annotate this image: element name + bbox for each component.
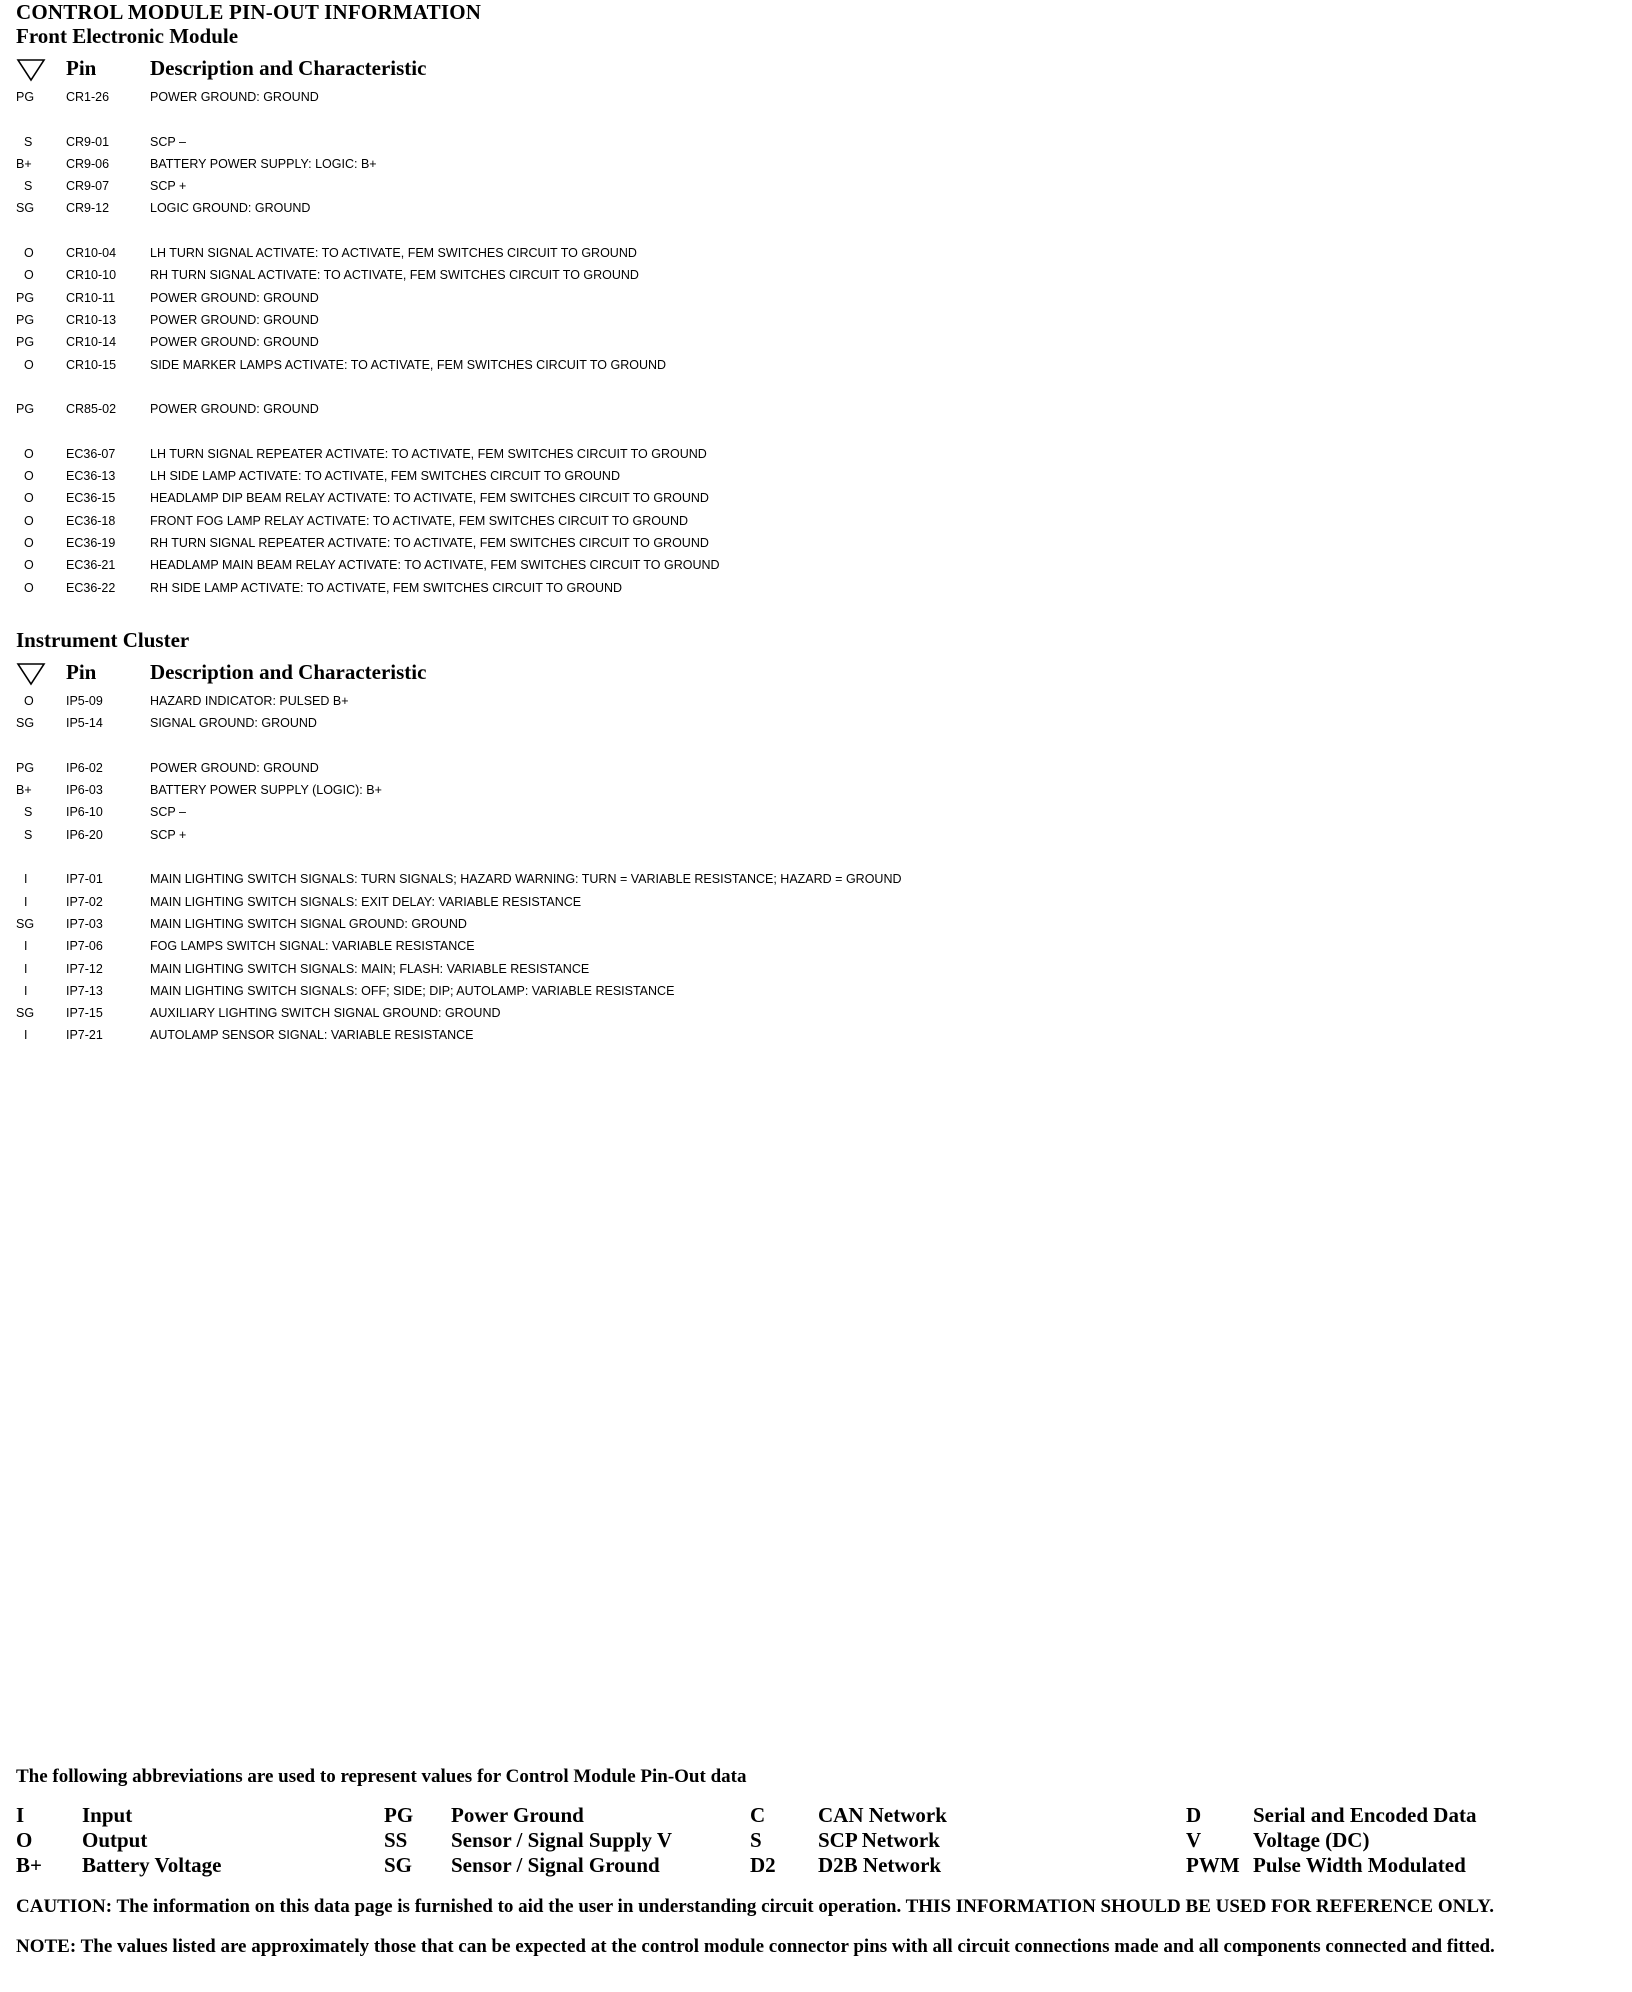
table-row — [16, 1024, 1576, 1046]
pin-description: FOG LAMPS SWITCH SIGNAL: VARIABLE RESISTANCE — [150, 939, 475, 954]
signal-type: I — [24, 983, 28, 998]
triangle-icon — [16, 662, 46, 686]
table-row — [16, 331, 1576, 353]
abbreviation-item — [750, 1853, 1170, 1878]
pin-description: RH TURN SIGNAL ACTIVATE: TO ACTIVATE, FEM SWITCHES CIRCUIT TO GROUND — [150, 268, 639, 283]
abbreviation-code: PG — [384, 1803, 414, 1827]
row-spacer — [16, 420, 1576, 442]
abbreviation-code: S — [750, 1828, 762, 1852]
pin-number: CR10-14 — [66, 335, 117, 350]
abbreviation-code: V — [1186, 1828, 1202, 1852]
pin-number: IP7-06 — [66, 939, 103, 954]
pin-column-header: Pin — [66, 660, 97, 684]
pin-number: IP7-01 — [66, 872, 103, 887]
pin-number: IP7-02 — [66, 894, 103, 909]
cluster-column-header — [16, 658, 716, 686]
caution-text: CAUTION: The information on this data page is furnished to aid the user in understanding circuit operation. THIS INFORMATION SHOULD BE USED FOR REFERENCE ONLY. — [16, 1896, 1495, 1917]
abbreviation-meaning: SCP Network — [818, 1828, 940, 1852]
signal-type: S — [24, 805, 33, 820]
pin-number: EC36-22 — [66, 580, 116, 595]
table-row — [16, 824, 1576, 846]
fem-column-header — [16, 54, 716, 82]
signal-type: SG — [16, 201, 35, 216]
abbreviation-item — [1186, 1853, 1606, 1878]
signal-type: PG — [16, 402, 35, 417]
table-row — [16, 443, 1576, 465]
signal-type: S — [24, 134, 33, 149]
pin-number: EC36-18 — [66, 513, 116, 528]
abbreviations-intro: The following abbreviations are used to represent values for Control Module Pin-Out data — [16, 1766, 747, 1787]
pin-number: IP6-10 — [66, 805, 103, 820]
pin-number: IP6-03 — [66, 783, 103, 798]
signal-type: O — [24, 446, 34, 461]
abbreviation-meaning: Sensor / Signal Ground — [451, 1853, 660, 1877]
pin-number: EC36-15 — [66, 491, 116, 506]
signal-type: PG — [16, 90, 35, 104]
pin-description: MAIN LIGHTING SWITCH SIGNALS: OFF; SIDE; DIP; AUTOLAMP: VARIABLE RESISTANCE — [150, 983, 675, 998]
signal-type: S — [24, 179, 33, 194]
pin-number: CR9-01 — [66, 134, 110, 149]
note-text: NOTE: The values listed are approximately those that can be expected at the control module connector pins with all circuit connections made and all components connected and fitted. — [16, 1936, 1495, 1957]
table-row — [16, 554, 1576, 576]
signal-type: I — [24, 1028, 28, 1043]
abbreviations-legend — [16, 1803, 1616, 1878]
pin-number: CR10-11 — [66, 290, 116, 305]
pin-description: POWER GROUND: GROUND — [150, 290, 319, 305]
pin-description: MAIN LIGHTING SWITCH SIGNALS: TURN SIGNALS; HAZARD WARNING: TURN = VARIABLE RESISTANCE; HAZARD = GROUND — [150, 872, 902, 887]
description-column-header: Description and Characteristic — [150, 56, 427, 80]
signal-type: SG — [16, 916, 35, 931]
row-spacer — [16, 220, 1576, 242]
table-row — [16, 868, 1576, 890]
pin-number: IP7-15 — [66, 1006, 103, 1021]
abbreviation-item — [384, 1853, 804, 1878]
signal-type: O — [24, 357, 34, 372]
abbreviation-item — [1186, 1828, 1606, 1853]
pin-number: IP7-03 — [66, 916, 103, 931]
table-row — [16, 891, 1576, 913]
abbreviation-item — [16, 1828, 436, 1853]
table-row — [16, 354, 1576, 376]
pin-description: SIGNAL GROUND: GROUND — [150, 716, 317, 731]
pin-number: CR10-04 — [66, 246, 117, 261]
pin-description: LH TURN SIGNAL REPEATER ACTIVATE: TO ACTIVATE, FEM SWITCHES CIRCUIT TO GROUND — [150, 446, 707, 461]
abbreviation-code: I — [16, 1803, 25, 1827]
row-spacer — [16, 735, 1576, 757]
abbreviation-code: SS — [384, 1828, 408, 1852]
table-row — [16, 1002, 1576, 1024]
table-row — [16, 86, 1576, 108]
pin-description: POWER GROUND: GROUND — [150, 402, 319, 417]
signal-type: SG — [16, 716, 35, 731]
abbreviation-item — [16, 1803, 436, 1828]
pin-number: IP5-09 — [66, 694, 103, 708]
signal-type: O — [24, 491, 34, 506]
pin-description: LH TURN SIGNAL ACTIVATE: TO ACTIVATE, FEM SWITCHES CIRCUIT TO GROUND — [150, 246, 637, 261]
page-title: CONTROL MODULE PIN-OUT INFORMATION — [16, 0, 482, 24]
pin-description: POWER GROUND: GROUND — [150, 312, 319, 327]
table-row — [16, 958, 1576, 980]
signal-type: I — [24, 939, 28, 954]
signal-type: O — [24, 513, 34, 528]
abbreviation-item — [750, 1803, 1170, 1828]
table-row — [16, 779, 1576, 801]
pin-number: IP7-21 — [66, 1028, 103, 1043]
pin-description: HEADLAMP MAIN BEAM RELAY ACTIVATE: TO ACTIVATE, FEM SWITCHES CIRCUIT TO GROUND — [150, 558, 720, 573]
signal-type: B+ — [16, 783, 32, 798]
table-row — [16, 510, 1576, 532]
table-row — [16, 980, 1576, 1002]
pin-description: POWER GROUND: GROUND — [150, 335, 319, 350]
table-row — [16, 465, 1576, 487]
row-spacer — [16, 846, 1576, 868]
pin-number: CR1-26 — [66, 90, 110, 104]
abbreviation-meaning: Battery Voltage — [82, 1853, 222, 1877]
pin-number: IP6-02 — [66, 760, 103, 775]
signal-type: SG — [16, 1006, 35, 1021]
table-row — [16, 398, 1576, 420]
abbreviation-code: C — [750, 1803, 766, 1827]
abbreviation-code: D2 — [750, 1853, 776, 1877]
signal-type: O — [24, 580, 34, 595]
pin-number: EC36-21 — [66, 558, 116, 573]
signal-type: PG — [16, 335, 35, 350]
pin-description: RH TURN SIGNAL REPEATER ACTIVATE: TO ACTIVATE, FEM SWITCHES CIRCUIT TO GROUND — [150, 535, 709, 550]
pin-description: MAIN LIGHTING SWITCH SIGNALS: EXIT DELAY: VARIABLE RESISTANCE — [150, 894, 582, 909]
table-row — [16, 197, 1576, 219]
signal-type: PG — [16, 312, 35, 327]
abbreviation-item — [384, 1828, 804, 1853]
pin-column-header: Pin — [66, 56, 97, 80]
pin-description: POWER GROUND: GROUND — [150, 90, 319, 104]
signal-type: O — [24, 469, 34, 484]
table-row — [16, 690, 1576, 712]
table-row — [16, 532, 1576, 554]
signal-type: I — [24, 894, 28, 909]
fem-section-title: Front Electronic Module — [16, 24, 239, 48]
table-row — [16, 309, 1576, 331]
pin-number: EC36-13 — [66, 469, 116, 484]
pin-description: RH SIDE LAMP ACTIVATE: TO ACTIVATE, FEM SWITCHES CIRCUIT TO GROUND — [150, 580, 623, 595]
abbreviation-meaning: Output — [82, 1828, 148, 1852]
abbreviation-item — [384, 1803, 804, 1828]
signal-type: PG — [16, 290, 35, 305]
pin-number: CR10-13 — [66, 312, 117, 327]
abbreviation-meaning: Serial and Encoded Data — [1253, 1803, 1477, 1827]
signal-type: I — [24, 961, 28, 976]
cluster-pin-table — [16, 690, 1576, 1047]
signal-type: O — [24, 268, 34, 283]
pin-description: AUXILIARY LIGHTING SWITCH SIGNAL GROUND: GROUND — [150, 1006, 501, 1021]
pin-number: EC36-07 — [66, 446, 116, 461]
pin-description: FRONT FOG LAMP RELAY ACTIVATE: TO ACTIVATE, FEM SWITCHES CIRCUIT TO GROUND — [150, 513, 689, 528]
pin-description: SCP – — [150, 805, 186, 820]
table-row — [16, 935, 1576, 957]
abbreviation-code: D — [1186, 1803, 1202, 1827]
abbreviation-meaning: Input — [82, 1803, 133, 1827]
abbreviation-meaning: Voltage (DC) — [1253, 1828, 1370, 1852]
signal-type: I — [24, 872, 28, 887]
fem-pin-table — [16, 86, 1576, 599]
table-row — [16, 913, 1576, 935]
signal-type: S — [24, 827, 33, 842]
pin-description: SCP – — [150, 134, 186, 149]
pin-number: IP6-20 — [66, 827, 103, 842]
pin-description: POWER GROUND: GROUND — [150, 760, 319, 775]
pin-number: CR9-07 — [66, 179, 110, 194]
table-row — [16, 131, 1576, 153]
pin-number: IP7-12 — [66, 961, 103, 976]
signal-type: B+ — [16, 156, 32, 171]
abbreviation-code: SG — [384, 1853, 413, 1877]
cluster-section-title: Instrument Cluster — [16, 628, 190, 652]
pin-description: SCP + — [150, 179, 187, 194]
table-row — [16, 487, 1576, 509]
abbreviation-code: B+ — [16, 1853, 42, 1877]
table-row — [16, 712, 1576, 734]
signal-type: O — [24, 694, 34, 708]
pin-number: IP5-14 — [66, 716, 103, 731]
pin-description: AUTOLAMP SENSOR SIGNAL: VARIABLE RESISTANCE — [150, 1028, 474, 1043]
signal-type: O — [24, 558, 34, 573]
row-spacer — [16, 376, 1576, 398]
table-row — [16, 801, 1576, 823]
pin-description: LOGIC GROUND: GROUND — [150, 201, 311, 216]
pin-description: MAIN LIGHTING SWITCH SIGNALS: MAIN; FLASH: VARIABLE RESISTANCE — [150, 961, 590, 976]
pin-description: SCP + — [150, 827, 187, 842]
pin-description: SIDE MARKER LAMPS ACTIVATE: TO ACTIVATE, FEM SWITCHES CIRCUIT TO GROUND — [150, 357, 667, 372]
pin-number: CR9-12 — [66, 201, 110, 216]
abbreviation-item — [16, 1853, 436, 1878]
table-row — [16, 287, 1576, 309]
table-row — [16, 264, 1576, 286]
table-row — [16, 153, 1576, 175]
table-row — [16, 577, 1576, 599]
pin-number: CR85-02 — [66, 402, 117, 417]
pin-description: LH SIDE LAMP ACTIVATE: TO ACTIVATE, FEM SWITCHES CIRCUIT TO GROUND — [150, 469, 620, 484]
row-spacer — [16, 108, 1576, 130]
pin-number: EC36-19 — [66, 535, 116, 550]
triangle-icon — [16, 58, 46, 82]
table-row — [16, 757, 1576, 779]
pin-description: HEADLAMP DIP BEAM RELAY ACTIVATE: TO ACTIVATE, FEM SWITCHES CIRCUIT TO GROUND — [150, 491, 709, 506]
pin-number: IP7-13 — [66, 983, 103, 998]
pin-description: MAIN LIGHTING SWITCH SIGNAL GROUND: GROUND — [150, 916, 467, 931]
abbreviation-meaning: Pulse Width Modulated — [1253, 1853, 1466, 1877]
abbreviation-item — [1186, 1803, 1606, 1828]
description-column-header: Description and Characteristic — [150, 660, 427, 684]
table-row — [16, 175, 1576, 197]
signal-type: PG — [16, 760, 35, 775]
abbreviation-item — [750, 1828, 1170, 1853]
pin-description: BATTERY POWER SUPPLY: LOGIC: B+ — [150, 156, 377, 171]
abbreviation-meaning: Power Ground — [451, 1803, 584, 1827]
pin-number: CR10-15 — [66, 357, 117, 372]
pin-number: CR9-06 — [66, 156, 110, 171]
abbreviation-meaning: CAN Network — [818, 1803, 947, 1827]
signal-type: O — [24, 246, 34, 261]
abbreviation-code: PWM — [1186, 1853, 1240, 1877]
abbreviation-meaning: Sensor / Signal Supply V — [451, 1828, 672, 1852]
abbreviation-code: O — [16, 1828, 33, 1852]
pin-description: BATTERY POWER SUPPLY (LOGIC): B+ — [150, 783, 382, 798]
signal-type: O — [24, 535, 34, 550]
pin-description: HAZARD INDICATOR: PULSED B+ — [150, 694, 349, 708]
pin-number: CR10-10 — [66, 268, 117, 283]
abbreviation-meaning: D2B Network — [818, 1853, 942, 1877]
table-row — [16, 242, 1576, 264]
